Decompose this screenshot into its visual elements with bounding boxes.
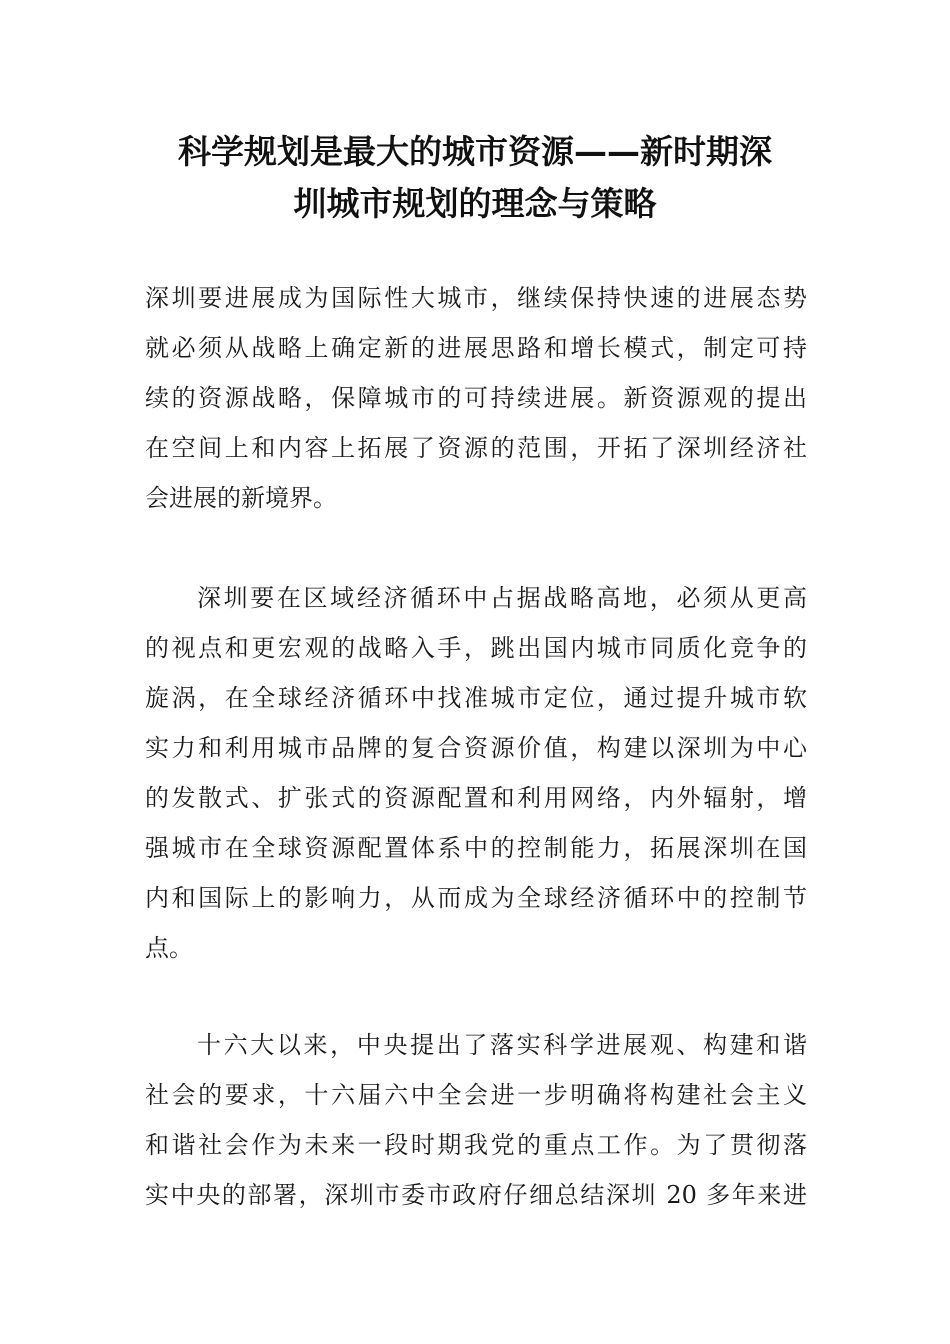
paragraph-line: 社会的要求，十六届六中全会进一步明确将构建社会主义 bbox=[145, 1081, 807, 1109]
paragraph-line: 强城市在全球资源配置体系中的控制能力，拓展深圳在国 bbox=[145, 834, 807, 862]
paragraph-line: 的视点和更宏观的战略入手，跳出国内城市同质化竞争的 bbox=[145, 634, 807, 662]
paragraph-line: 十六大以来，中央提出了落实科学进展观、构建和谐 bbox=[197, 1031, 807, 1059]
paragraph-line: 深圳要在区域经济循环中占据战略高地，必须从更高 bbox=[197, 584, 807, 612]
paragraph-line: 和谐社会作为未来一段时期我党的重点工作。为了贯彻落 bbox=[145, 1131, 807, 1159]
paragraph-line: 的发散式、扩张式的资源配置和利用网络，内外辐射，增 bbox=[145, 784, 807, 812]
paragraph-line: 实中央的部署，深圳市委市政府仔细总结深圳 20 多年来进 bbox=[145, 1181, 807, 1209]
paragraph-line: 续的资源战略，保障城市的可持续进展。新资源观的提出 bbox=[145, 384, 807, 412]
paragraph-2 bbox=[145, 573, 807, 973]
paragraph-line: 实力和利用城市品牌的复合资源价值，构建以深圳为中心 bbox=[145, 734, 807, 762]
paragraph-1 bbox=[145, 273, 807, 523]
paragraph-line: 深圳要进展成为国际性大城市，继续保持快速的进展态势 bbox=[145, 284, 807, 312]
paragraph-line: 内和国际上的影响力，从而成为全球经济循环中的控制节 bbox=[145, 884, 807, 912]
title-line-1: 科学规划是最大的城市资源——新时期深 bbox=[178, 132, 772, 171]
paragraph-line: 会进展的新境界。 bbox=[145, 484, 337, 512]
paragraph-line: 在空间上和内容上拓展了资源的范围，开拓了深圳经济社 bbox=[145, 434, 807, 462]
paragraph-line: 点。 bbox=[145, 934, 193, 962]
title-line-2: 圳城市规划的理念与策略 bbox=[293, 184, 657, 223]
paragraph-3 bbox=[145, 1020, 807, 1220]
paragraph-line: 旋涡，在全球经济循环中找准城市定位，通过提升城市软 bbox=[145, 684, 807, 712]
paragraph-line: 就必须从战略上确定新的进展思路和增长模式，制定可持 bbox=[145, 334, 807, 362]
document-title bbox=[140, 126, 810, 230]
